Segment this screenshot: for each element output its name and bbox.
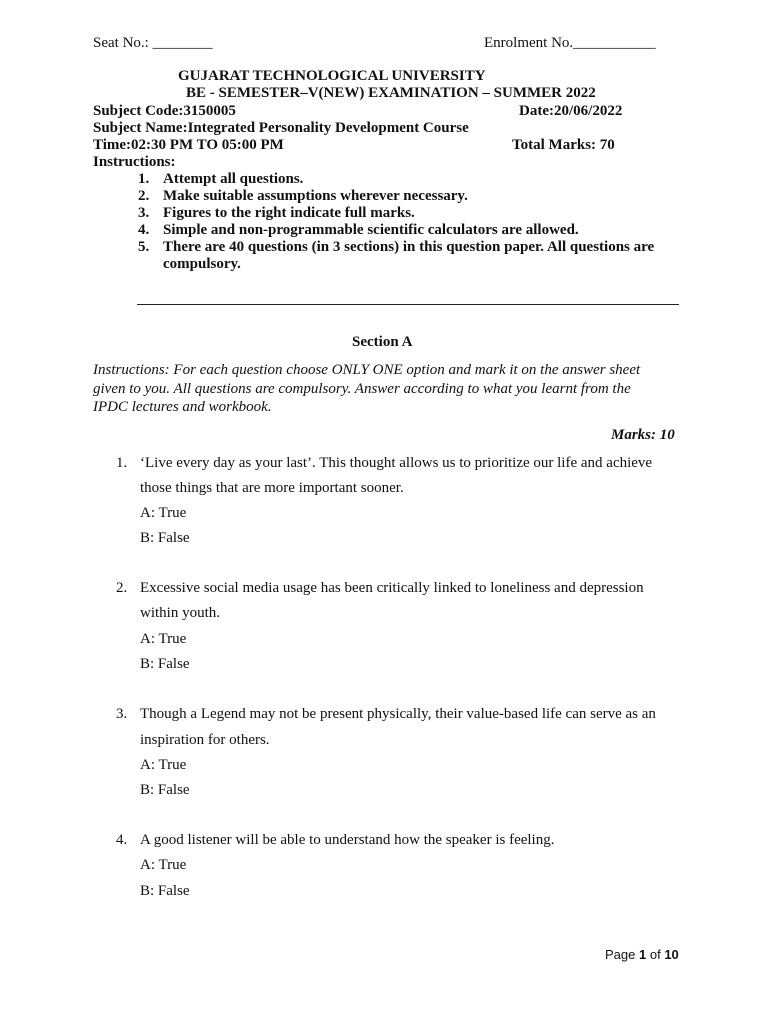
horizontal-divider [137,304,679,305]
enrolment-number-label: Enrolment No.___________ [484,35,656,51]
option-b: B: False [140,782,190,798]
option-a: A: True [140,857,187,873]
section-instructions-line: given to you. All questions are compulsory. Answer according to what you learnt from the [93,381,631,397]
university-title: GUJARAT TECHNOLOGICAL UNIVERSITY [178,68,486,84]
section-instructions-line: Instructions: For each question choose ONLY ONE option and mark it on the answer sheet [93,362,641,378]
option-a: A: True [140,631,187,647]
option-b: B: False [140,883,190,899]
of-word: of [649,947,661,962]
subject-name: Subject Name:Integrated Personality Development Course [93,120,469,136]
question-number: 4. [116,832,128,848]
question-text-line: Excessive social media usage has been critically linked to loneliness and depression [140,580,644,596]
question-text-line: inspiration for others. [140,732,270,748]
question-number: 1. [116,455,128,471]
question-text-line: those things that are more important sooner. [140,480,404,496]
instruction-item: 3. Figures to the right indicate full marks. [138,205,415,221]
question-text-line: ‘Live every day as your last’. This thought allows us to prioritize our life and achieve [140,455,653,471]
question-text-line: A good listener will be able to understand how the speaker is feeling. [140,832,555,848]
instruction-item: 2. Make suitable assumptions wherever necessary. [138,188,468,204]
section-title: Section A [352,334,413,350]
question-number: 2. [116,580,128,596]
instruction-item: 1. Attempt all questions. [138,171,304,187]
instructions-heading: Instructions: [93,154,176,170]
exam-time: Time:02:30 PM TO 05:00 PM [93,137,284,153]
seat-number-label: Seat No.: ________ [93,35,213,51]
page-footer [605,947,679,962]
instructions-list [137,171,683,273]
exam-date: Date:20/06/2022 [519,103,623,119]
question-text-line: Though a Legend may not be present physically, their value-based life can serve as an [140,706,656,722]
instruction-item: 5. There are 40 questions (in 3 sections) in this question paper. All questions are compulsory. [138,239,655,272]
section-instructions-line: IPDC lectures and workbook. [93,399,272,415]
total-marks: Total Marks: 70 [512,137,615,153]
option-b: B: False [140,530,190,546]
subject-code: Subject Code:3150005 [93,103,236,119]
instruction-item: 4. Simple and non-programmable scientific calculators are allowed. [138,222,579,238]
option-a: A: True [140,757,187,773]
section-marks: Marks: 10 [611,427,675,443]
option-b: B: False [140,656,190,672]
current-page-number: 1 [639,947,647,962]
question-text-line: within youth. [140,605,221,621]
page-word: Page [605,947,636,962]
exam-title: BE - SEMESTER–V(NEW) EXAMINATION – SUMMER 2022 [186,85,596,101]
total-pages-number: 10 [664,947,679,962]
option-a: A: True [140,505,187,521]
question-number: 3. [116,706,128,722]
